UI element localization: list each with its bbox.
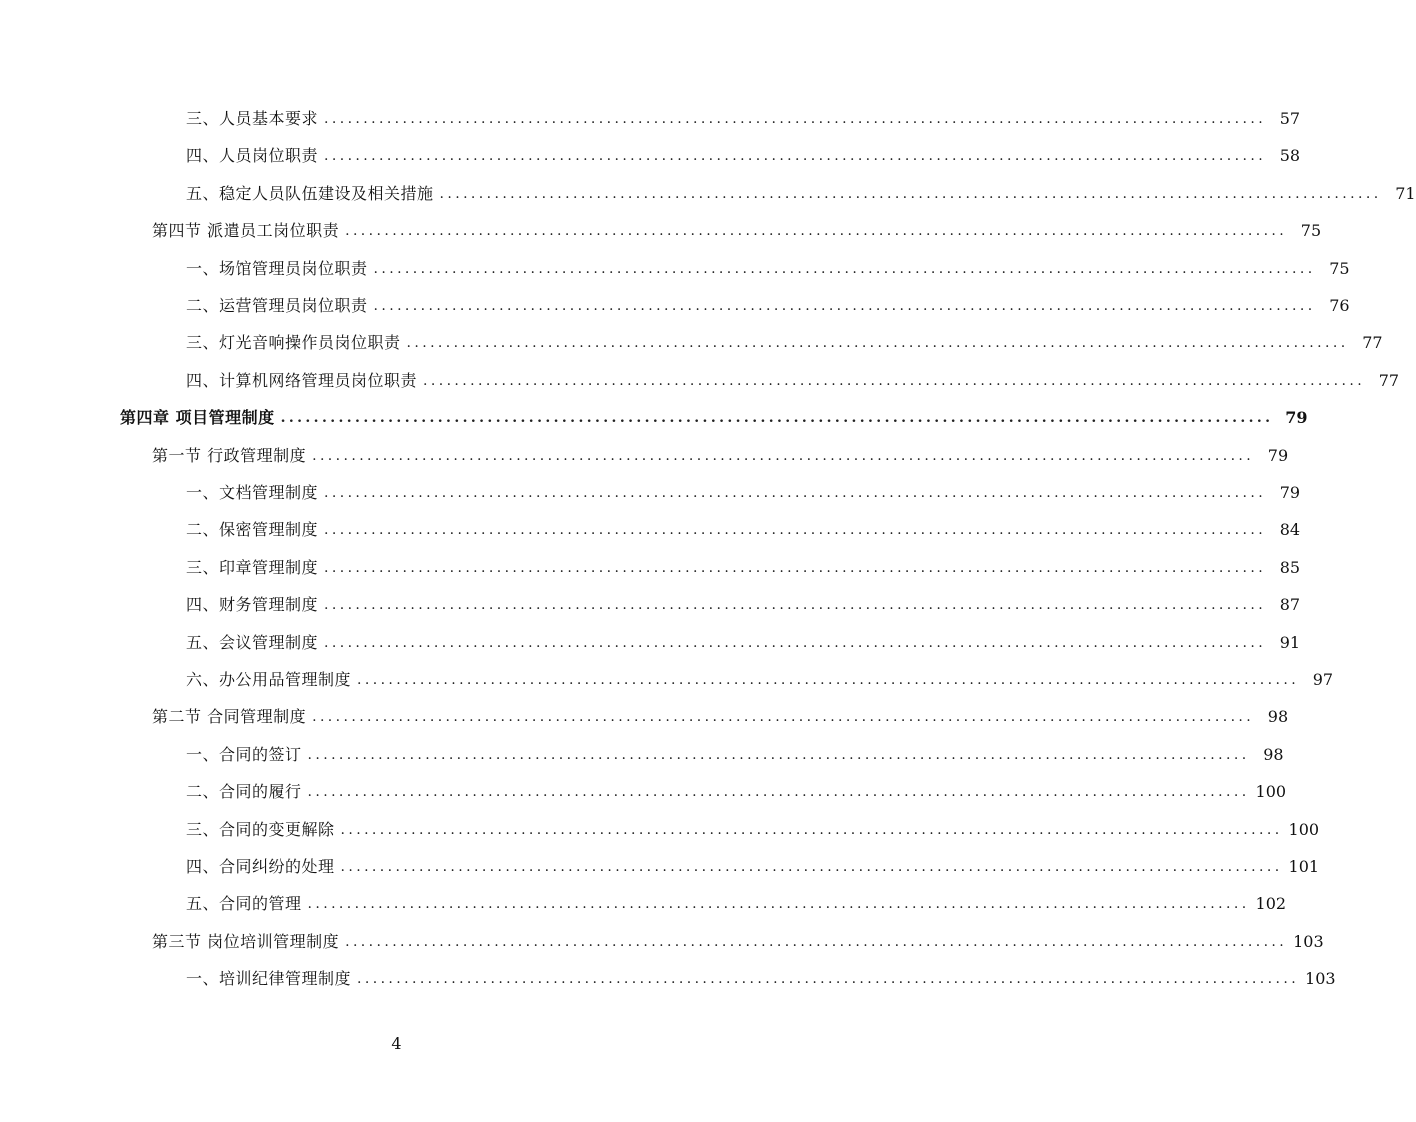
- toc-subsection-entry[interactable]: [186, 743, 1284, 767]
- toc-entry-title: 三、灯光音响操作员岗位职责: [186, 333, 401, 353]
- toc-entry-title: 一、合同的签订: [186, 744, 302, 764]
- toc-subsection-entry[interactable]: [186, 631, 1301, 655]
- toc-leader-dots: ........................................................................................................................: [307, 746, 1250, 763]
- toc-leader-dots: ........................................................................................................................: [357, 672, 1300, 688]
- toc-subsection-entry[interactable]: [186, 818, 1320, 842]
- toc-leader-dots: ........................................................................................................................: [345, 223, 1288, 240]
- toc-entry-title: 第四节 派遣员工岗位职责: [152, 221, 340, 241]
- toc-leader-dots: ........................................................................................................................: [324, 597, 1267, 614]
- toc-entry-page: 79: [1267, 445, 1289, 465]
- toc-entry-page: 77: [1362, 333, 1383, 353]
- toc-chapter-entry[interactable]: [120, 406, 1308, 430]
- toc-entry-title: 五、合同的管理: [186, 894, 302, 914]
- toc-subsection-entry[interactable]: [186, 593, 1301, 617]
- toc-entry-page: 75: [1329, 258, 1350, 278]
- toc-entry-page: 101: [1288, 857, 1320, 876]
- toc-entry-page: 103: [1305, 969, 1336, 989]
- toc-entry-page: 75: [1300, 221, 1322, 241]
- toc-entry-page: 85: [1279, 557, 1301, 577]
- toc-entry-title: 三、合同的变更解除: [186, 819, 335, 839]
- toc-entry-page: 87: [1279, 595, 1301, 615]
- toc-leader-dots: ........................................................................................................................: [423, 372, 1366, 389]
- toc-entry-title: 第一节 行政管理制度: [152, 445, 307, 465]
- toc-entry-page: 98: [1267, 707, 1289, 727]
- toc-leader-dots: ........................................................................................................................: [324, 485, 1267, 501]
- toc-leader-dots: ........................................................................................................................: [345, 933, 1288, 950]
- toc-entry-title: 一、场馆管理员岗位职责: [186, 258, 368, 278]
- toc-leader-dots: ........................................................................................................................: [307, 896, 1250, 913]
- toc-leader-dots: ........................................................................................................................: [357, 971, 1300, 988]
- toc-section-entry[interactable]: [152, 444, 1289, 468]
- toc-leader-dots: ........................................................................................................................: [280, 410, 1274, 427]
- toc-leader-dots: ........................................................................................................................: [373, 298, 1316, 314]
- toc-subsection-entry[interactable]: [186, 144, 1301, 168]
- toc-entry-title: 二、保密管理制度: [186, 520, 319, 540]
- toc-entry-title: 四、合同纠纷的处理: [186, 857, 335, 876]
- toc-leader-dots: ........................................................................................................................: [312, 709, 1255, 726]
- toc-entry-page: 97: [1312, 670, 1334, 689]
- toc-subsection-entry[interactable]: [186, 780, 1287, 804]
- toc-entry-page: 100: [1288, 819, 1320, 839]
- toc-entry-title: 第三节 岗位培训管理制度: [152, 931, 340, 951]
- toc-entry-page: 103: [1293, 931, 1324, 951]
- toc-leader-dots: ........................................................................................................................: [312, 447, 1255, 464]
- toc-leader-dots: ........................................................................................................................: [406, 335, 1349, 352]
- toc-entry-title: 四、计算机网络管理员岗位职责: [186, 370, 418, 390]
- toc-entry-page: 102: [1255, 894, 1287, 914]
- toc-leader-dots: ........................................................................................................................: [373, 260, 1316, 277]
- toc-entry-page: 77: [1378, 370, 1400, 390]
- toc-subsection-entry[interactable]: [186, 294, 1350, 318]
- toc-entry-title: 五、稳定人员队伍建设及相关措施: [186, 183, 434, 203]
- toc-entry-page: 98: [1263, 744, 1284, 764]
- toc-leader-dots: ........................................................................................................................: [307, 784, 1250, 801]
- toc-leader-dots: ........................................................................................................................: [324, 111, 1267, 127]
- toc-section-entry[interactable]: [152, 219, 1322, 243]
- toc-entry-title: 一、培训纪律管理制度: [186, 969, 352, 989]
- toc-entry-title: 二、运营管理员岗位职责: [186, 296, 368, 315]
- toc-subsection-entry[interactable]: [186, 892, 1287, 916]
- toc-leader-dots: ........................................................................................................................: [439, 185, 1382, 202]
- toc-subsection-entry[interactable]: [186, 556, 1301, 580]
- toc-entry-title: 六、办公用品管理制度: [186, 670, 352, 689]
- toc-subsection-entry[interactable]: [186, 369, 1400, 393]
- toc-section-entry[interactable]: [152, 930, 1324, 954]
- toc-subsection-entry[interactable]: [186, 182, 1416, 206]
- toc-entry-page: 100: [1255, 782, 1287, 802]
- toc-entry-page: 91: [1279, 632, 1301, 652]
- toc-entry-title: 三、人员基本要求: [186, 109, 319, 128]
- toc-section-entry[interactable]: [152, 705, 1289, 729]
- toc-entry-page: 79: [1285, 408, 1308, 428]
- toc-entry-title: 二、合同的履行: [186, 782, 302, 802]
- toc-leader-dots: ........................................................................................................................: [324, 634, 1267, 651]
- toc-subsection-entry[interactable]: [186, 331, 1383, 355]
- toc-subsection-entry[interactable]: [186, 855, 1320, 879]
- toc-subsection-entry[interactable]: [186, 107, 1301, 131]
- toc-entry-title: 三、印章管理制度: [186, 557, 319, 577]
- toc-entry-page: 84: [1279, 520, 1301, 540]
- toc-leader-dots: ........................................................................................................................: [324, 522, 1267, 539]
- toc-leader-dots: ........................................................................................................................: [340, 859, 1283, 875]
- toc-entry-page: 79: [1279, 483, 1301, 502]
- toc-entry-page: 57: [1279, 109, 1301, 128]
- toc-entry-page: 76: [1329, 296, 1350, 315]
- toc-leader-dots: ........................................................................................................................: [340, 821, 1283, 838]
- page-number: 4: [391, 1034, 402, 1053]
- toc-subsection-entry[interactable]: [186, 518, 1301, 542]
- toc-leader-dots: ........................................................................................................................: [324, 559, 1267, 576]
- toc-entry-title: 第四章 项目管理制度: [120, 408, 275, 428]
- toc-entry-page: 71: [1395, 183, 1416, 203]
- toc-subsection-entry[interactable]: [186, 967, 1336, 991]
- toc-entry-title: 五、会议管理制度: [186, 632, 319, 652]
- toc-subsection-entry[interactable]: [186, 257, 1350, 281]
- toc-leader-dots: ........................................................................................................................: [324, 148, 1267, 165]
- toc-entry-page: 58: [1279, 146, 1301, 166]
- toc-entry-title: 四、财务管理制度: [186, 595, 319, 615]
- toc-subsection-entry[interactable]: [186, 481, 1301, 505]
- toc-entry-title: 一、文档管理制度: [186, 483, 319, 502]
- toc-entry-title: 四、人员岗位职责: [186, 146, 319, 166]
- toc-entry-title: 第二节 合同管理制度: [152, 707, 307, 727]
- toc-subsection-entry[interactable]: [186, 668, 1334, 692]
